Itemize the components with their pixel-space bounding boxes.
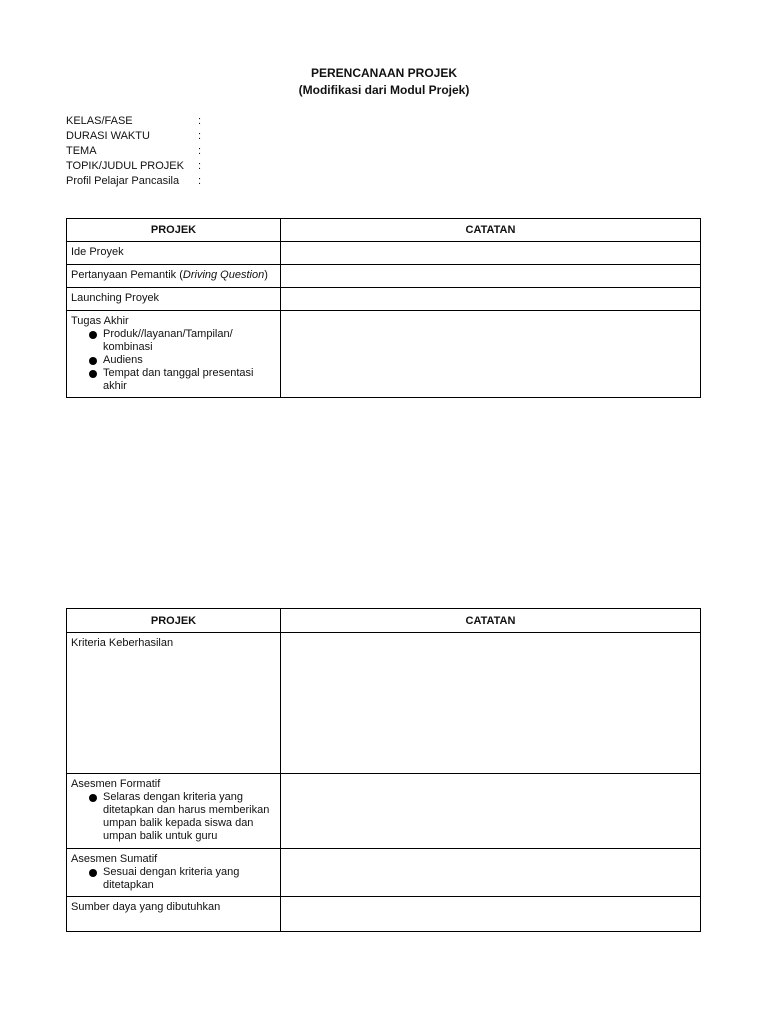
list-item: Sesuai dengan kriteria yang ditetapkan xyxy=(87,866,263,892)
meta-colon: : xyxy=(198,145,202,157)
meta-fields xyxy=(66,114,208,189)
row-label-cell xyxy=(67,774,281,849)
meta-row-topik xyxy=(66,159,208,174)
table-header-row xyxy=(67,219,701,242)
catatan-cell[interactable] xyxy=(281,242,701,265)
table-row xyxy=(67,849,701,897)
bullet-list xyxy=(71,866,276,892)
projek-table-2 xyxy=(66,608,701,932)
label-suffix: ) xyxy=(264,269,268,281)
meta-label: Profil Pelajar Pancasila xyxy=(66,175,180,187)
row-label-cell xyxy=(67,265,281,288)
meta-row-tema xyxy=(66,144,208,159)
row-label: Asesmen Formatif xyxy=(71,778,161,790)
table-row xyxy=(67,311,701,398)
document-subtitle: (Modifikasi dari Modul Projek) xyxy=(298,83,470,97)
meta-colon: : xyxy=(198,115,202,127)
row-label-cell xyxy=(67,849,281,897)
row-label-cell xyxy=(67,288,281,311)
table-row xyxy=(67,265,701,288)
table-row xyxy=(67,774,701,849)
column-header-projek: PROJEK xyxy=(67,609,281,633)
meta-colon: : xyxy=(198,160,202,172)
meta-label: DURASI WAKTU xyxy=(66,130,150,142)
row-label-cell xyxy=(67,897,281,932)
table-row xyxy=(67,288,701,311)
row-label xyxy=(71,265,276,282)
column-header-projek: PROJEK xyxy=(67,219,281,242)
meta-label: TEMA xyxy=(66,145,97,157)
column-header-catatan: CATATAN xyxy=(281,609,701,633)
table-row xyxy=(67,897,701,932)
meta-row-durasi xyxy=(66,129,208,144)
row-label-cell xyxy=(67,633,281,774)
meta-colon: : xyxy=(198,175,202,187)
catatan-cell[interactable] xyxy=(281,774,701,849)
list-item: Audiens xyxy=(87,354,276,367)
list-item: Selaras dengan kriteria yang ditetapkan dan harus memberikan umpan balik kepada siswa dan umpan balik untuk guru xyxy=(87,791,273,843)
row-label: Tugas Akhir xyxy=(71,315,129,327)
catatan-cell[interactable] xyxy=(281,849,701,897)
list-item: Produk//layanan/Tampilan/ kombinasi xyxy=(87,328,253,354)
row-label-cell xyxy=(67,242,281,265)
table-row xyxy=(67,242,701,265)
row-label: Asesmen Sumatif xyxy=(71,853,158,865)
meta-colon: : xyxy=(198,130,202,142)
catatan-cell[interactable] xyxy=(281,311,701,398)
catatan-cell[interactable] xyxy=(281,633,701,774)
row-label: Launching Proyek xyxy=(71,292,160,304)
label-prefix: Pertanyaan Pemantik ( xyxy=(71,269,183,281)
meta-label: TOPIK/JUDUL PROJEK xyxy=(66,160,184,172)
document-title: PERENCANAAN PROJEK xyxy=(310,66,458,80)
row-label-cell xyxy=(67,311,281,398)
row-label: Kriteria Keberhasilan xyxy=(71,637,174,649)
label-italic: Driving Question xyxy=(182,269,265,281)
bullet-list xyxy=(71,328,276,393)
meta-label: KELAS/FASE xyxy=(66,115,133,127)
meta-row-profil xyxy=(66,174,208,189)
bullet-list xyxy=(71,791,276,843)
table-header-row xyxy=(67,609,701,633)
row-label: Ide Proyek xyxy=(71,246,124,258)
projek-table-1 xyxy=(66,218,701,398)
column-header-catatan: CATATAN xyxy=(281,219,701,242)
table-row xyxy=(67,633,701,774)
catatan-cell[interactable] xyxy=(281,265,701,288)
catatan-cell[interactable] xyxy=(281,897,701,932)
list-item: Tempat dan tanggal presentasi akhir xyxy=(87,367,263,393)
catatan-cell[interactable] xyxy=(281,288,701,311)
meta-row-kelas xyxy=(66,114,208,129)
row-label: Sumber daya yang dibutuhkan xyxy=(71,901,221,913)
